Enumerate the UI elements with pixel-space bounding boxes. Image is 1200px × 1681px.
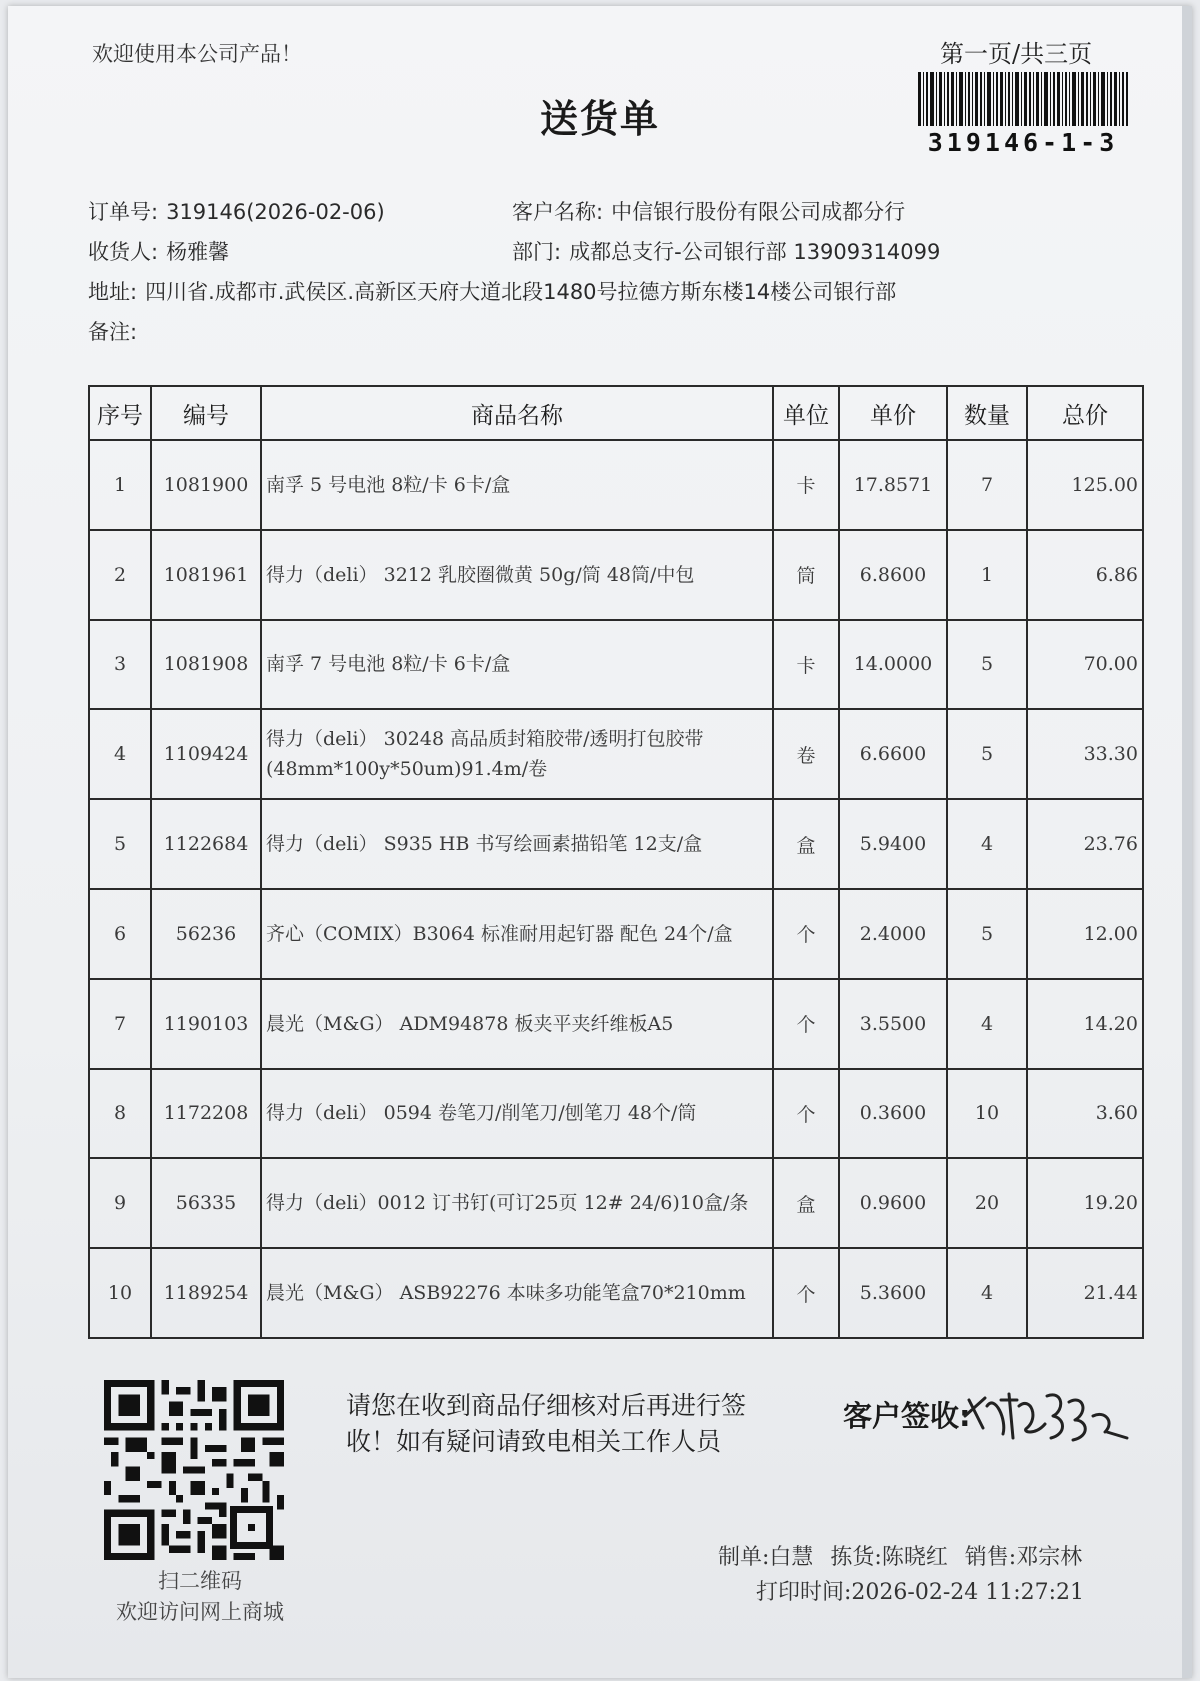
address-line <box>88 276 896 306</box>
receiver-label: 收货人: <box>88 240 159 264</box>
row-unit: 筒 <box>773 530 839 620</box>
table-row <box>89 440 1143 530</box>
qr-code-icon <box>104 1380 284 1560</box>
table-header-row <box>89 386 1143 440</box>
table-row <box>89 709 1143 799</box>
row-seq: 2 <box>89 530 151 620</box>
row-qty: 5 <box>947 709 1027 799</box>
row-seq: 5 <box>89 799 151 889</box>
qr-caption-scan: 扫二维码 <box>158 1569 242 1593</box>
table-row <box>89 979 1143 1069</box>
document-title: 送货单 <box>539 97 660 141</box>
row-code: 1190103 <box>151 979 261 1069</box>
row-qty: 4 <box>947 799 1027 889</box>
row-code: 1081961 <box>151 530 261 620</box>
address-label: 地址: <box>88 280 138 304</box>
row-price: 6.6600 <box>839 709 947 799</box>
order-number-label: 订单号: <box>88 200 159 224</box>
signing-notice: 请您在收到商品仔细核对后再进行签收！如有疑问请致电相关工作人员 <box>346 1391 747 1456</box>
table-row <box>89 1158 1143 1248</box>
row-price: 0.3600 <box>839 1069 947 1159</box>
row-seq: 4 <box>89 709 151 799</box>
column-header-code: 编号 <box>151 386 261 440</box>
qr-caption-visit: 欢迎访问网上商城 <box>116 1600 284 1624</box>
table-row <box>89 620 1143 710</box>
row-seq: 10 <box>89 1248 151 1338</box>
row-name: 得力（deli）0012 订书钉(可订25页 12# 24/6)10盒/条 <box>261 1158 773 1248</box>
page-indicator: 第一页/共三页 <box>940 40 1093 68</box>
row-name: 晨光（M&G） ADM94878 板夹平夹纤维板A5 <box>261 979 773 1069</box>
department-value: 成都总支行-公司银行部 13909314099 <box>569 240 941 264</box>
row-qty: 4 <box>947 1248 1027 1338</box>
department-label: 部门: <box>512 240 562 264</box>
remark-label: 备注: <box>88 320 138 344</box>
row-total: 14.20 <box>1027 979 1143 1069</box>
row-name: 得力（deli） 30248 高品质封箱胶带/透明打包胶带(48mm*100y*50um)91.4m/卷 <box>261 709 773 799</box>
table-row <box>89 889 1143 979</box>
table-row <box>89 799 1143 889</box>
order-number-line <box>88 196 385 226</box>
department-line <box>512 236 940 266</box>
barcode-number: 319146-1-3 <box>927 128 1119 157</box>
column-header-seq: 序号 <box>89 386 151 440</box>
row-unit: 盒 <box>773 1158 839 1248</box>
row-qty: 5 <box>947 889 1027 979</box>
customer-value: 中信银行股份有限公司成都分行 <box>611 200 906 224</box>
column-header-name: 商品名称 <box>261 386 773 440</box>
row-name: 得力（deli） S935 HB 书写绘画素描铅笔 12支/盒 <box>261 799 773 889</box>
row-qty: 10 <box>947 1069 1027 1159</box>
row-price: 14.0000 <box>839 620 947 710</box>
row-name: 得力（deli） 3212 乳胶圈微黄 50g/筒 48筒/中包 <box>261 530 773 620</box>
print-time: 打印时间:2026-02-24 11:27:21 <box>756 1580 1085 1605</box>
row-total: 6.86 <box>1027 530 1143 620</box>
column-header-total: 总价 <box>1027 386 1143 440</box>
row-qty: 5 <box>947 620 1027 710</box>
row-seq: 9 <box>89 1158 151 1248</box>
row-code: 1172208 <box>151 1069 261 1159</box>
column-header-qty: 数量 <box>947 386 1027 440</box>
row-price: 0.9600 <box>839 1158 947 1248</box>
row-name: 得力（deli） 0594 卷笔刀/削笔刀/刨笔刀 48个/筒 <box>261 1069 773 1159</box>
row-name: 南孚 7 号电池 8粒/卡 6卡/盒 <box>261 620 773 710</box>
row-code: 1081908 <box>151 620 261 710</box>
receiver-value: 杨雅馨 <box>166 240 230 264</box>
column-header-price: 单价 <box>839 386 947 440</box>
handwritten-signature-icon <box>955 1376 1135 1456</box>
customer-line <box>512 196 905 226</box>
receiver-line <box>88 236 229 266</box>
row-code: 1122684 <box>151 799 261 889</box>
row-unit: 卷 <box>773 709 839 799</box>
row-total: 33.30 <box>1027 709 1143 799</box>
welcome-text: 欢迎使用本公司产品！ <box>92 42 302 66</box>
row-price: 2.4000 <box>839 889 947 979</box>
row-price: 3.5500 <box>839 979 947 1069</box>
paper-edge <box>1182 6 1192 1678</box>
remark-line <box>88 316 145 346</box>
table-row <box>89 1069 1143 1159</box>
row-unit: 卡 <box>773 440 839 530</box>
row-total: 19.20 <box>1027 1158 1143 1248</box>
row-seq: 8 <box>89 1069 151 1159</box>
row-code: 1081900 <box>151 440 261 530</box>
items-table <box>88 385 1144 1339</box>
row-unit: 个 <box>773 1069 839 1159</box>
row-total: 21.44 <box>1027 1248 1143 1338</box>
row-total: 3.60 <box>1027 1069 1143 1159</box>
address-value: 四川省.成都市.武侯区.高新区天府大道北段1480号拉德方斯东楼14楼公司银行部 <box>145 280 897 304</box>
row-qty: 4 <box>947 979 1027 1069</box>
row-qty: 1 <box>947 530 1027 620</box>
row-total: 23.76 <box>1027 799 1143 889</box>
row-unit: 个 <box>773 889 839 979</box>
row-seq: 6 <box>89 889 151 979</box>
row-price: 6.8600 <box>839 530 947 620</box>
row-total: 125.00 <box>1027 440 1143 530</box>
row-price: 17.8571 <box>839 440 947 530</box>
customer-label: 客户名称: <box>512 200 604 224</box>
row-unit: 卡 <box>773 620 839 710</box>
column-header-unit: 单位 <box>773 386 839 440</box>
row-unit: 个 <box>773 1248 839 1338</box>
order-number-value: 319146(2026-02-06) <box>166 200 385 224</box>
customer-signature-label: 客户签收: <box>843 1399 971 1433</box>
row-price: 5.9400 <box>839 799 947 889</box>
row-seq: 7 <box>89 979 151 1069</box>
row-seq: 1 <box>89 440 151 530</box>
row-code: 56335 <box>151 1158 261 1248</box>
staff-line: 制单:白慧 拣货:陈晓红 销售:邓宗林 <box>718 1545 1083 1570</box>
row-qty: 20 <box>947 1158 1027 1248</box>
table-row <box>89 530 1143 620</box>
row-seq: 3 <box>89 620 151 710</box>
row-name: 齐心（COMIX）B3064 标准耐用起钉器 配色 24个/盒 <box>261 889 773 979</box>
row-code: 56236 <box>151 889 261 979</box>
row-unit: 盒 <box>773 799 839 889</box>
row-price: 5.3600 <box>839 1248 947 1338</box>
row-name: 南孚 5 号电池 8粒/卡 6卡/盒 <box>261 440 773 530</box>
table-row <box>89 1248 1143 1338</box>
row-unit: 个 <box>773 979 839 1069</box>
barcode-icon <box>918 72 1128 126</box>
row-code: 1109424 <box>151 709 261 799</box>
row-code: 1189254 <box>151 1248 261 1338</box>
row-total: 70.00 <box>1027 620 1143 710</box>
row-total: 12.00 <box>1027 889 1143 979</box>
row-qty: 7 <box>947 440 1027 530</box>
row-name: 晨光（M&G） ASB92276 本味多功能笔盒70*210mm <box>261 1248 773 1338</box>
